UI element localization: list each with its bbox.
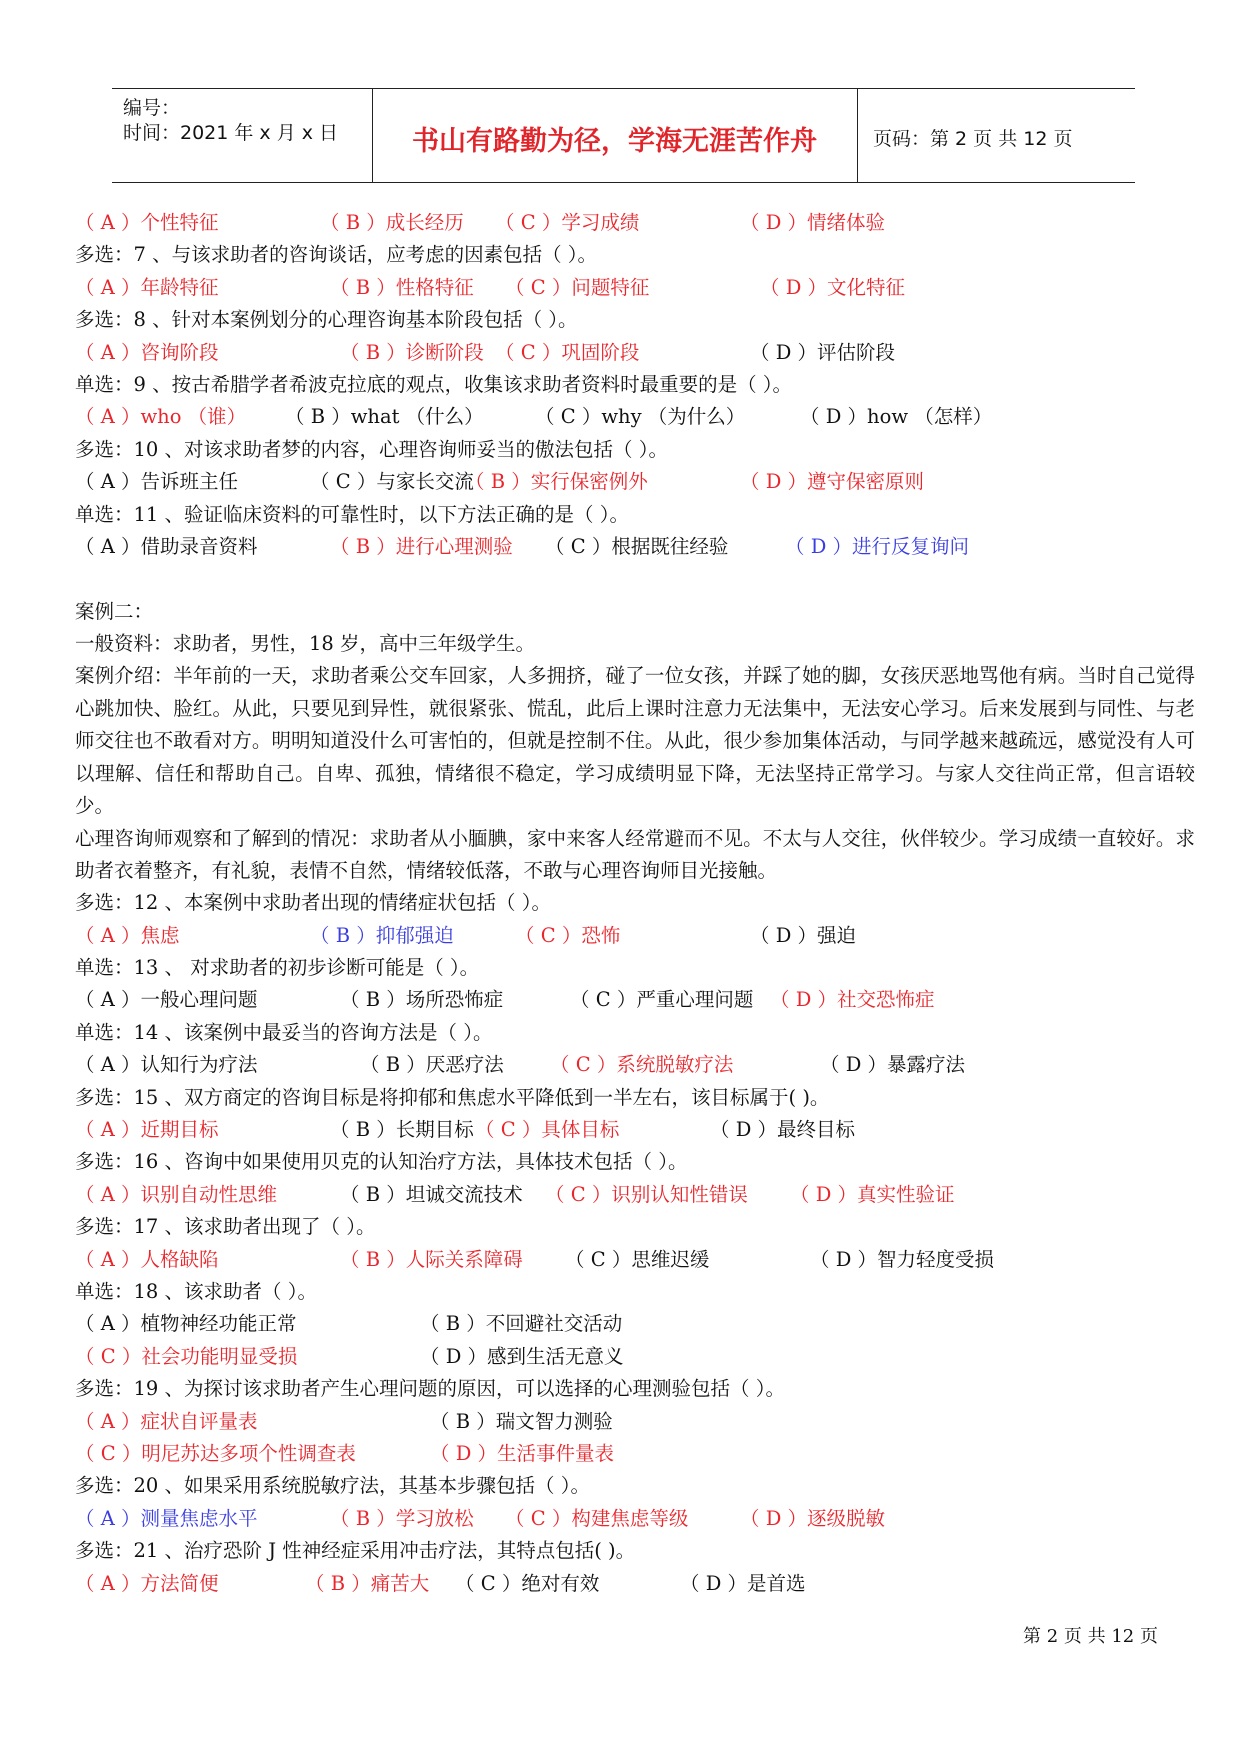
answer-option: （ B ）厌恶疗法 bbox=[360, 1053, 504, 1077]
answer-option: （ B ）实行保密例外 bbox=[465, 470, 648, 494]
header-page-cell bbox=[857, 89, 1135, 182]
answer-option: （ D ）最终目标 bbox=[710, 1118, 856, 1142]
question-line: 多选：10 、对该求助者梦的内容，心理咨询师妥当的傲法包括（ ）。 bbox=[75, 437, 668, 461]
answer-option: （ B ）长期目标 bbox=[330, 1118, 474, 1142]
options-row bbox=[75, 1406, 1195, 1438]
options-row bbox=[75, 1244, 1195, 1276]
question-line: 多选：15 、双方商定的咨询目标是将抑郁和焦虑水平降低到一半左右，该目标属于( )。 bbox=[75, 1085, 830, 1109]
question-line: 单选：9 、按古希腊学者希波克拉底的观点，收集该求助者资料时最重要的是（ ）。 bbox=[75, 372, 793, 396]
answer-option: （ B ）痛苦大 bbox=[305, 1571, 430, 1595]
question-line: 多选：20 、如果采用系统脱敏疗法，其基本步骤包括（ ）。 bbox=[75, 1474, 590, 1498]
answer-option: （ D ）真实性验证 bbox=[790, 1182, 955, 1206]
answer-option: （ C ）问题特征 bbox=[505, 275, 650, 299]
answer-option: （ C ）明尼苏达多项个性调查表 bbox=[75, 1441, 356, 1465]
options-row bbox=[75, 466, 1195, 498]
answer-option: （ A ）测量焦虑水平 bbox=[75, 1506, 258, 1530]
options-row bbox=[75, 1341, 1195, 1373]
answer-option: （ D ）文化特征 bbox=[760, 275, 906, 299]
answer-option: （ B ）不回避社交活动 bbox=[420, 1312, 623, 1336]
answer-option: （ B ）抑郁强迫 bbox=[310, 923, 454, 947]
answer-option: （ B ）坦诚交流技术 bbox=[340, 1182, 523, 1206]
answer-option: （ D ）进行反复询问 bbox=[785, 534, 970, 558]
answer-option: （ A ）告诉班主任 bbox=[75, 470, 238, 494]
answer-option: （ A ）认知行为疗法 bbox=[75, 1053, 258, 1077]
page-number-label: 页码：第 2 页 共 12 页 bbox=[873, 128, 1073, 150]
question-line: 多选：17 、该求助者出现了（ ）。 bbox=[75, 1215, 376, 1239]
answer-option: （ B ）诊断阶段 bbox=[340, 340, 484, 364]
question-line: 多选：21 、治疗恐阶 J 性神经症采用冲击疗法，其特点包括( )。 bbox=[75, 1539, 636, 1563]
options-row bbox=[75, 1438, 1195, 1470]
options-row bbox=[75, 1308, 1195, 1340]
options-row bbox=[75, 984, 1195, 1016]
options-row bbox=[75, 1568, 1195, 1600]
question-line: 多选：7 、与该求助者的咨询谈话，应考虑的因素包括（ ）。 bbox=[75, 243, 598, 267]
answer-option: （ A ）近期目标 bbox=[75, 1118, 219, 1142]
answer-option: （ C ）社会功能明显受损 bbox=[75, 1344, 298, 1368]
answer-option: （ D ）评估阶段 bbox=[750, 340, 896, 364]
answer-option: （ A ）who （谁） bbox=[75, 405, 247, 429]
header-motto-cell bbox=[372, 89, 858, 182]
document-body bbox=[75, 207, 1195, 1600]
options-row bbox=[75, 401, 1195, 433]
page-footer: 第 2 页 共 12 页 bbox=[1023, 1626, 1158, 1647]
answer-option: （ C ）学习成绩 bbox=[495, 211, 640, 234]
question-line: 多选：19 、为探讨该求助者产生心理问题的原因，可以选择的心理测验包括（ ）。 bbox=[75, 1377, 785, 1401]
answer-option: （ A ）人格缺陷 bbox=[75, 1247, 219, 1271]
answer-option: （ C ）绝对有效 bbox=[455, 1571, 600, 1595]
answer-option: （ A ）方法简便 bbox=[75, 1571, 219, 1595]
options-row bbox=[75, 1179, 1195, 1211]
question-line: 多选：12 、本案例中求助者出现的情绪症状包括（ ）。 bbox=[75, 891, 551, 915]
answer-option: （ A ）一般心理问题 bbox=[75, 988, 258, 1012]
answer-option: （ D ）逐级脱敏 bbox=[740, 1506, 886, 1530]
answer-option: （ C ）恐怖 bbox=[515, 923, 621, 947]
answer-option: （ D ）智力轻度受损 bbox=[810, 1247, 995, 1271]
case-paragraph: 心理咨询师观察和了解到的情况：求助者从小腼腆，家中来客人经常避而不见。不太与人交往，伙伴较少。学习成绩一直较好。求助者衣着整齐，有礼貌，表情不自然，情绪较低落，不敢与心理咨询师目光接触。 bbox=[75, 826, 1195, 882]
answer-option: （ D ）是首选 bbox=[680, 1571, 806, 1595]
header-left-cell bbox=[112, 89, 373, 182]
answer-option: （ A ）年龄特征 bbox=[75, 275, 219, 299]
question-line: 单选：11 、验证临床资料的可靠性时，以下方法正确的是（ ）。 bbox=[75, 502, 629, 526]
answer-option: （ C ）与家长交流 bbox=[310, 470, 474, 494]
answer-option: （ B ）性格特征 bbox=[330, 275, 474, 299]
answer-option: （ A ）咨询阶段 bbox=[75, 340, 219, 364]
answer-option: （ C ）具体目标 bbox=[475, 1118, 620, 1142]
answer-option: （ D ）暴露疗法 bbox=[820, 1053, 966, 1077]
answer-option: （ A ）识别自动性思维 bbox=[75, 1182, 277, 1206]
options-row bbox=[75, 1049, 1195, 1081]
number-label: 编号： bbox=[123, 97, 181, 119]
motto: 书山有路勤为径，学海无涯苦作舟 bbox=[412, 126, 817, 157]
answer-option: （ C ）why （为什么） bbox=[535, 405, 746, 429]
question-line: 多选：8 、针对本案例划分的心理咨询基本阶段包括（ ）。 bbox=[75, 308, 578, 332]
question-line: 单选：13 、 对求助者的初步诊断可能是（ ）。 bbox=[75, 956, 480, 980]
answer-option: （ A ）借助录音资料 bbox=[75, 534, 258, 558]
answer-option: （ B ）学习放松 bbox=[330, 1506, 474, 1530]
options-row bbox=[75, 272, 1195, 304]
answer-option: （ D ）感到生活无意义 bbox=[420, 1344, 624, 1368]
answer-option: （ D ）情绪体验 bbox=[740, 211, 886, 234]
answer-option: （ B ）进行心理测验 bbox=[330, 534, 513, 558]
answer-option: （ C ）思维迟缓 bbox=[565, 1247, 710, 1271]
answer-option: （ B ）瑞文智力测验 bbox=[430, 1409, 613, 1433]
answer-option: （ B ）人际关系障碍 bbox=[340, 1247, 523, 1271]
answer-option: （ C ）系统脱敏疗法 bbox=[550, 1053, 734, 1077]
blank-line bbox=[75, 563, 1195, 595]
answer-option: （ D ）遵守保密原则 bbox=[740, 470, 925, 494]
options-row bbox=[75, 920, 1195, 952]
answer-option: （ B ）成长经历 bbox=[320, 211, 464, 234]
answer-option: （ D ）生活事件量表 bbox=[430, 1441, 615, 1465]
answer-option: （ C ）根据既往经验 bbox=[545, 534, 729, 558]
answer-option: （ B ）场所恐怖症 bbox=[340, 988, 504, 1012]
options-row bbox=[75, 207, 1195, 239]
answer-option: （ A ）症状自评量表 bbox=[75, 1409, 258, 1433]
answer-option: （ C ）巩固阶段 bbox=[495, 340, 640, 364]
answer-option: （ C ）识别认知性错误 bbox=[545, 1182, 748, 1206]
question-line: 单选：14 、该案例中最妥当的咨询方法是（ ）。 bbox=[75, 1020, 493, 1044]
answer-option: （ D ）强迫 bbox=[750, 923, 857, 947]
answer-option: （ C ）构建焦虑等级 bbox=[505, 1506, 689, 1530]
answer-option: （ A ）焦虑 bbox=[75, 923, 180, 947]
answer-option: （ D ）社交恐怖症 bbox=[770, 988, 935, 1012]
answer-option: （ A ）植物神经功能正常 bbox=[75, 1312, 297, 1336]
question-line: 单选：18 、该求助者（ ）。 bbox=[75, 1280, 317, 1303]
options-row bbox=[75, 1503, 1195, 1535]
answer-option: （ A ）个性特征 bbox=[75, 211, 219, 234]
options-row bbox=[75, 337, 1195, 369]
page-header bbox=[112, 88, 1135, 183]
options-row bbox=[75, 531, 1195, 563]
answer-option: （ B ）what （什么） bbox=[285, 405, 484, 429]
answer-option: （ D ）how （怎样） bbox=[800, 405, 993, 429]
question-line: 案例二： bbox=[75, 599, 154, 623]
case-paragraph: 案例介绍：半年前的一天，求助者乘公交车回家，人多拥挤，碰了一位女孩，并踩了她的脚，女孩厌恶地骂他有病。当时自己觉得心跳加快、脸红。从此，只要见到异性，就很紧张、慌乱，此后上课时注意力无法集中，无法安心学习。后来发展到与同性、与老师交往也不敢看对方。明明知道没什么可害怕的，但就是控制不住。从此，很少参加集体活动，与同学越来越疏远，感觉没有人可以理解、信任和帮助自己。自卑、孤独，情绪很不稳定，学习成绩明显下降，无法坚持正常学习。与家人交往尚正常，但言语较少。 bbox=[75, 664, 1195, 818]
question-line: 多选：16 、咨询中如果使用贝克的认知治疗方法，具体技术包括（ ）。 bbox=[75, 1150, 688, 1174]
options-row bbox=[75, 1114, 1195, 1146]
question-line: 一般资料：求助者，男性，18 岁，高中三年级学生。 bbox=[75, 632, 536, 656]
answer-option: （ C ）严重心理问题 bbox=[570, 988, 754, 1012]
time-label: 时间：2021 年 x 月 x 日 bbox=[123, 122, 339, 144]
